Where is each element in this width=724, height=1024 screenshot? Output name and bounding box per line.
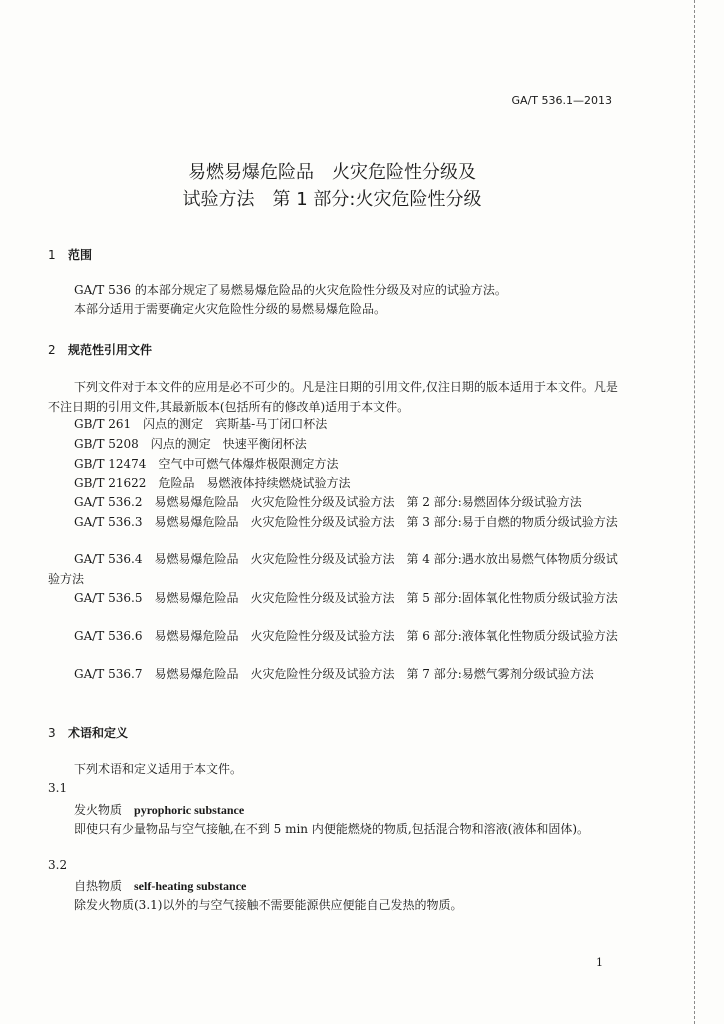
reference-item: GB/T 261 闪点的测定 宾斯基-马丁闭口杯法 — [74, 417, 328, 431]
section-3-heading — [48, 724, 128, 741]
term-number: 3.1 — [48, 781, 68, 795]
reference-item: GA/T 536.3 易燃易爆危险品 火灾危险性分级及试验方法 第 3 部分:易于自燃的物质分级试验方法 — [74, 515, 618, 529]
section-title: 范围 — [68, 248, 93, 262]
paragraph: 下列文件对于本文件的应用是必不可少的。凡是注日期的引用文件,仅注日期的版本适用于本文件。凡是不注日期的引用文件,其最新版本(包括所有的修改单)适用于本文件。 — [48, 380, 618, 414]
section-number: 3 — [48, 726, 56, 740]
reference-item: GA/T 536.7 易燃易爆危险品 火灾危险性分级及试验方法 第 7 部分:易燃气雾剂分级试验方法 — [74, 667, 594, 681]
reference-item: GA/T 536.6 易燃易爆危险品 火灾危险性分级及试验方法 第 6 部分:液体氧化性物质分级试验方法 — [74, 629, 618, 643]
section-number: 2 — [48, 343, 56, 357]
page-number: 1 — [596, 956, 603, 969]
term-definition: 除发火物质(3.1)以外的与空气接触不需要能源供应便能自己发热的物质。 — [74, 898, 463, 912]
section-number: 1 — [48, 248, 56, 262]
reference-item: GB/T 5208 闪点的测定 快速平衡闭杯法 — [74, 437, 307, 451]
reference-item: GB/T 21622 危险品 易燃液体持续燃烧试验方法 — [74, 476, 351, 490]
reference-item: GA/T 536.4 易燃易爆危险品 火灾危险性分级及试验方法 第 4 部分:遇水放出易燃气体物质分级试验方法 — [48, 552, 618, 586]
term-chinese: 自热物质 — [74, 879, 123, 893]
section-2-heading — [48, 341, 152, 358]
document-title-line2: 试验方法 第 1 部分:火灾危险性分级 — [182, 189, 482, 210]
section-title: 术语和定义 — [68, 726, 129, 740]
term-english: self-heating substance — [134, 879, 247, 893]
term-chinese: 发火物质 — [74, 803, 123, 817]
standard-code: GA/T 536.1—2013 — [511, 94, 612, 107]
term-definition: 即使只有少量物品与空气接触,在不到 5 min 内便能燃烧的物质,包括混合物和溶液(液体和固体)。 — [74, 822, 590, 836]
section-1-heading — [48, 246, 92, 263]
paragraph: GA/T 536 的本部分规定了易燃易爆危险品的火灾危险性分级及对应的试验方法。 — [74, 283, 507, 297]
term-heading — [74, 877, 246, 894]
paragraph: 下列术语和定义适用于本文件。 — [74, 762, 243, 776]
reference-item: GB/T 12474 空气中可燃气体爆炸极限测定方法 — [74, 457, 339, 471]
section-title: 规范性引用文件 — [68, 343, 153, 357]
page-edge-line — [694, 0, 695, 1024]
reference-item: GA/T 536.5 易燃易爆危险品 火灾危险性分级及试验方法 第 5 部分:固体氧化性物质分级试验方法 — [74, 591, 618, 605]
paragraph: 本部分适用于需要确定火灾危险性分级的易燃易爆危险品。 — [74, 302, 387, 316]
document-title-line1: 易燃易爆危险品 火灾危险性分级及 — [188, 162, 476, 183]
term-english: pyrophoric substance — [134, 803, 245, 817]
term-number: 3.2 — [48, 858, 68, 872]
term-heading — [74, 801, 244, 818]
reference-item: GA/T 536.2 易燃易爆危险品 火灾危险性分级及试验方法 第 2 部分:易燃固体分级试验方法 — [74, 495, 582, 509]
